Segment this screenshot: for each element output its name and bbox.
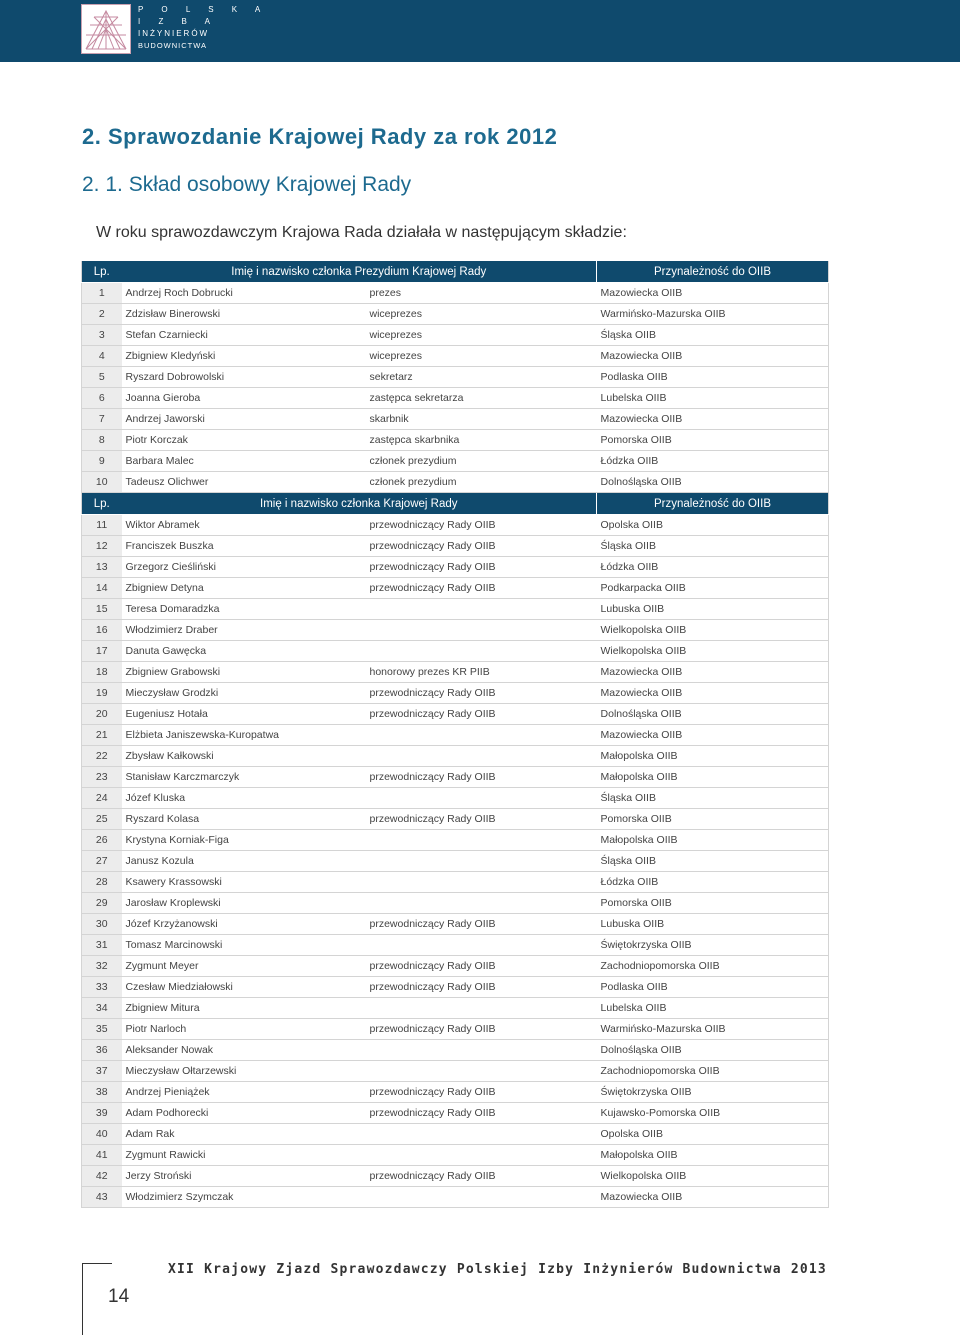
member-role: przewodniczący Rady OIIB bbox=[366, 557, 597, 578]
column-header-number: Lp. bbox=[82, 261, 122, 283]
row-number: 14 bbox=[82, 578, 122, 599]
member-name: Elżbieta Janiszewska-Kuropatwa bbox=[122, 725, 366, 746]
member-name: Ryszard Kolasa bbox=[122, 809, 366, 830]
member-affiliation: Mazowiecka OIIB bbox=[597, 662, 829, 683]
member-role: przewodniczący Rady OIIB bbox=[366, 809, 597, 830]
member-name: Józef Krzyżanowski bbox=[122, 914, 366, 935]
member-affiliation: Śląska OIIB bbox=[597, 851, 829, 872]
member-name: Andrzej Jaworski bbox=[122, 409, 366, 430]
presidium-row bbox=[82, 283, 829, 304]
member-role: zastępca skarbnika bbox=[366, 430, 597, 451]
presidium-row bbox=[82, 430, 829, 451]
member-affiliation: Podlaska OIIB bbox=[597, 367, 829, 388]
presidium-row bbox=[82, 304, 829, 325]
member-name: Ksawery Krassowski bbox=[122, 872, 366, 893]
council-row bbox=[82, 893, 829, 914]
section-heading: 2. Sprawozdanie Krajowej Rady za rok 2012 bbox=[82, 124, 558, 149]
member-role: przewodniczący Rady OIIB bbox=[366, 536, 597, 557]
member-affiliation: Mazowiecka OIIB bbox=[597, 283, 829, 304]
member-affiliation: Małopolska OIIB bbox=[597, 767, 829, 788]
column-header-number: Lp. bbox=[82, 493, 122, 515]
member-affiliation: Śląska OIIB bbox=[597, 325, 829, 346]
member-affiliation: Pomorska OIIB bbox=[597, 809, 829, 830]
row-number: 33 bbox=[82, 977, 122, 998]
member-affiliation: Łódzka OIIB bbox=[597, 451, 829, 472]
member-affiliation: Wielkopolska OIIB bbox=[597, 641, 829, 662]
member-role bbox=[366, 1187, 597, 1208]
row-number: 5 bbox=[82, 367, 122, 388]
member-role: wiceprezes bbox=[366, 304, 597, 325]
member-affiliation: Lubuska OIIB bbox=[597, 914, 829, 935]
row-number: 7 bbox=[82, 409, 122, 430]
member-name: Jarosław Kroplewski bbox=[122, 893, 366, 914]
member-affiliation: Dolnośląska OIIB bbox=[597, 472, 829, 493]
row-number: 41 bbox=[82, 1145, 122, 1166]
member-name: Zdzisław Binerowski bbox=[122, 304, 366, 325]
council-row bbox=[82, 788, 829, 809]
member-role: przewodniczący Rady OIIB bbox=[366, 767, 597, 788]
row-number: 42 bbox=[82, 1166, 122, 1187]
members-table bbox=[81, 261, 829, 1208]
row-number: 22 bbox=[82, 746, 122, 767]
member-role: przewodniczący Rady OIIB bbox=[366, 956, 597, 977]
council-row bbox=[82, 830, 829, 851]
council-row bbox=[82, 683, 829, 704]
member-name: Adam Rak bbox=[122, 1124, 366, 1145]
presidium-row bbox=[82, 325, 829, 346]
council-header-row bbox=[82, 493, 829, 515]
piib-logo bbox=[81, 4, 131, 54]
logo-wordmark bbox=[138, 4, 268, 52]
member-role: przewodniczący Rady OIIB bbox=[366, 914, 597, 935]
council-row bbox=[82, 515, 829, 536]
member-role: prezes bbox=[366, 283, 597, 304]
council-row bbox=[82, 1124, 829, 1145]
member-name: Eugeniusz Hotała bbox=[122, 704, 366, 725]
row-number: 34 bbox=[82, 998, 122, 1019]
council-row bbox=[82, 662, 829, 683]
presidium-row bbox=[82, 346, 829, 367]
row-number: 39 bbox=[82, 1103, 122, 1124]
member-affiliation: Małopolska OIIB bbox=[597, 830, 829, 851]
council-row bbox=[82, 914, 829, 935]
member-role bbox=[366, 830, 597, 851]
member-role: zastępca sekretarza bbox=[366, 388, 597, 409]
member-name: Piotr Narloch bbox=[122, 1019, 366, 1040]
council-row bbox=[82, 620, 829, 641]
row-number: 15 bbox=[82, 599, 122, 620]
council-row bbox=[82, 536, 829, 557]
member-role bbox=[366, 788, 597, 809]
presidium-row bbox=[82, 409, 829, 430]
row-number: 32 bbox=[82, 956, 122, 977]
row-number: 35 bbox=[82, 1019, 122, 1040]
member-affiliation: Mazowiecka OIIB bbox=[597, 409, 829, 430]
member-affiliation: Kujawsko-Pomorska OIIB bbox=[597, 1103, 829, 1124]
member-role: przewodniczący Rady OIIB bbox=[366, 1082, 597, 1103]
member-name: Zbigniew Mitura bbox=[122, 998, 366, 1019]
row-number: 13 bbox=[82, 557, 122, 578]
member-affiliation: Wielkopolska OIIB bbox=[597, 1166, 829, 1187]
page-number: 14 bbox=[108, 1286, 130, 1307]
member-name: Wiktor Abramek bbox=[122, 515, 366, 536]
member-name: Franciszek Buszka bbox=[122, 536, 366, 557]
logo-line-3: INŻYNIERÓW bbox=[138, 29, 210, 38]
council-row bbox=[82, 1103, 829, 1124]
subsection-heading: 2. 1. Skład osobowy Krajowej Rady bbox=[82, 173, 412, 196]
row-number: 8 bbox=[82, 430, 122, 451]
member-affiliation: Opolska OIIB bbox=[597, 1124, 829, 1145]
row-number: 38 bbox=[82, 1082, 122, 1103]
council-row bbox=[82, 746, 829, 767]
member-name: Tomasz Marcinowski bbox=[122, 935, 366, 956]
row-number: 3 bbox=[82, 325, 122, 346]
member-affiliation: Wielkopolska OIIB bbox=[597, 620, 829, 641]
row-number: 11 bbox=[82, 515, 122, 536]
member-role: przewodniczący Rady OIIB bbox=[366, 704, 597, 725]
row-number: 30 bbox=[82, 914, 122, 935]
council-row bbox=[82, 1187, 829, 1208]
member-role: honorowy prezes KR PIIB bbox=[366, 662, 597, 683]
row-number: 31 bbox=[82, 935, 122, 956]
member-affiliation: Pomorska OIIB bbox=[597, 893, 829, 914]
member-role: przewodniczący Rady OIIB bbox=[366, 578, 597, 599]
member-name: Włodzimierz Draber bbox=[122, 620, 366, 641]
row-number: 28 bbox=[82, 872, 122, 893]
row-number: 9 bbox=[82, 451, 122, 472]
council-row bbox=[82, 725, 829, 746]
member-affiliation: Mazowiecka OIIB bbox=[597, 1187, 829, 1208]
member-affiliation: Opolska OIIB bbox=[597, 515, 829, 536]
member-name: Zygmunt Rawicki bbox=[122, 1145, 366, 1166]
member-name: Józef Kluska bbox=[122, 788, 366, 809]
header-bar bbox=[0, 0, 960, 62]
member-affiliation: Lubuska OIIB bbox=[597, 599, 829, 620]
presidium-row bbox=[82, 388, 829, 409]
row-number: 40 bbox=[82, 1124, 122, 1145]
member-affiliation: Warmińsko-Mazurska OIIB bbox=[597, 1019, 829, 1040]
member-name: Grzegorz Cieśliński bbox=[122, 557, 366, 578]
row-number: 4 bbox=[82, 346, 122, 367]
presidium-row bbox=[82, 367, 829, 388]
row-number: 16 bbox=[82, 620, 122, 641]
member-name: Adam Podhorecki bbox=[122, 1103, 366, 1124]
member-role: przewodniczący Rady OIIB bbox=[366, 515, 597, 536]
member-name: Janusz Kozula bbox=[122, 851, 366, 872]
member-affiliation: Mazowiecka OIIB bbox=[597, 346, 829, 367]
council-row bbox=[82, 704, 829, 725]
column-header-affiliation: Przynależność do OIIB bbox=[597, 493, 829, 515]
member-name: Andrzej Roch Dobrucki bbox=[122, 283, 366, 304]
row-number: 27 bbox=[82, 851, 122, 872]
row-number: 2 bbox=[82, 304, 122, 325]
presidium-header-row bbox=[82, 261, 829, 283]
member-affiliation: Dolnośląska OIIB bbox=[597, 704, 829, 725]
member-affiliation: Śląska OIIB bbox=[597, 536, 829, 557]
member-role bbox=[366, 746, 597, 767]
logo-line-2: I Z B A bbox=[138, 17, 219, 26]
member-name: Stefan Czarniecki bbox=[122, 325, 366, 346]
member-name: Zygmunt Meyer bbox=[122, 956, 366, 977]
member-name: Mieczysław Grodzki bbox=[122, 683, 366, 704]
member-affiliation: Świętokrzyska OIIB bbox=[597, 1082, 829, 1103]
member-affiliation: Lubelska OIIB bbox=[597, 998, 829, 1019]
council-row bbox=[82, 1145, 829, 1166]
row-number: 43 bbox=[82, 1187, 122, 1208]
member-role: przewodniczący Rady OIIB bbox=[366, 977, 597, 998]
council-row bbox=[82, 557, 829, 578]
column-header-affiliation: Przynależność do OIIB bbox=[597, 261, 829, 283]
member-name: Krystyna Korniak-Figa bbox=[122, 830, 366, 851]
member-role bbox=[366, 641, 597, 662]
row-number: 10 bbox=[82, 472, 122, 493]
member-affiliation: Dolnośląska OIIB bbox=[597, 1040, 829, 1061]
member-name: Czesław Miedziałowski bbox=[122, 977, 366, 998]
council-row bbox=[82, 872, 829, 893]
member-role: sekretarz bbox=[366, 367, 597, 388]
presidium-row bbox=[82, 451, 829, 472]
member-role: wiceprezes bbox=[366, 325, 597, 346]
member-role: przewodniczący Rady OIIB bbox=[366, 683, 597, 704]
member-role bbox=[366, 998, 597, 1019]
intro-text: W roku sprawozdawczym Krajowa Rada działała w następującym składzie: bbox=[96, 224, 627, 241]
logo-line-4: BUDOWNICTWA bbox=[138, 41, 208, 50]
member-role: przewodniczący Rady OIIB bbox=[366, 1103, 597, 1124]
footer-title: XII Krajowy Zjazd Sprawozdawczy Polskiej Izby Inżynierów Budownictwa 2013 bbox=[168, 1262, 827, 1277]
member-role bbox=[366, 1040, 597, 1061]
member-name: Ryszard Dobrowolski bbox=[122, 367, 366, 388]
member-name: Zbigniew Detyna bbox=[122, 578, 366, 599]
council-row bbox=[82, 767, 829, 788]
member-name: Barbara Malec bbox=[122, 451, 366, 472]
member-role: członek prezydium bbox=[366, 451, 597, 472]
row-number: 37 bbox=[82, 1061, 122, 1082]
member-role bbox=[366, 935, 597, 956]
row-number: 24 bbox=[82, 788, 122, 809]
row-number: 17 bbox=[82, 641, 122, 662]
council-row bbox=[82, 809, 829, 830]
member-name: Zbigniew Kledyński bbox=[122, 346, 366, 367]
council-row bbox=[82, 1040, 829, 1061]
member-name: Tadeusz Olichwer bbox=[122, 472, 366, 493]
row-number: 1 bbox=[82, 283, 122, 304]
member-role bbox=[366, 1061, 597, 1082]
member-name: Stanisław Karczmarczyk bbox=[122, 767, 366, 788]
member-affiliation: Zachodniopomorska OIIB bbox=[597, 956, 829, 977]
member-role bbox=[366, 1145, 597, 1166]
member-role bbox=[366, 872, 597, 893]
member-role bbox=[366, 725, 597, 746]
row-number: 6 bbox=[82, 388, 122, 409]
member-affiliation: Mazowiecka OIIB bbox=[597, 683, 829, 704]
piib-logo-mark bbox=[82, 5, 130, 53]
member-role: członek prezydium bbox=[366, 472, 597, 493]
council-row bbox=[82, 1082, 829, 1103]
council-row bbox=[82, 977, 829, 998]
member-affiliation: Świętokrzyska OIIB bbox=[597, 935, 829, 956]
member-name: Teresa Domaradzka bbox=[122, 599, 366, 620]
member-affiliation: Łódzka OIIB bbox=[597, 872, 829, 893]
row-number: 19 bbox=[82, 683, 122, 704]
footer-rule-vertical bbox=[82, 1263, 83, 1335]
member-affiliation: Podkarpacka OIIB bbox=[597, 578, 829, 599]
member-affiliation: Warmińsko-Mazurska OIIB bbox=[597, 304, 829, 325]
council-row bbox=[82, 998, 829, 1019]
member-name: Piotr Korczak bbox=[122, 430, 366, 451]
member-name: Zbysław Kałkowski bbox=[122, 746, 366, 767]
row-number: 20 bbox=[82, 704, 122, 725]
row-number: 26 bbox=[82, 830, 122, 851]
member-role: przewodniczący Rady OIIB bbox=[366, 1019, 597, 1040]
member-affiliation: Zachodniopomorska OIIB bbox=[597, 1061, 829, 1082]
row-number: 18 bbox=[82, 662, 122, 683]
row-number: 36 bbox=[82, 1040, 122, 1061]
member-name: Jerzy Stroński bbox=[122, 1166, 366, 1187]
member-affiliation: Małopolska OIIB bbox=[597, 1145, 829, 1166]
council-row bbox=[82, 641, 829, 662]
council-row bbox=[82, 1061, 829, 1082]
council-row bbox=[82, 956, 829, 977]
row-number: 29 bbox=[82, 893, 122, 914]
council-row bbox=[82, 599, 829, 620]
row-number: 25 bbox=[82, 809, 122, 830]
presidium-row bbox=[82, 472, 829, 493]
member-affiliation: Łódzka OIIB bbox=[597, 557, 829, 578]
column-header-name: Imię i nazwisko członka Krajowej Rady bbox=[122, 493, 597, 515]
member-affiliation: Mazowiecka OIIB bbox=[597, 725, 829, 746]
member-role bbox=[366, 1124, 597, 1145]
member-affiliation: Podlaska OIIB bbox=[597, 977, 829, 998]
row-number: 12 bbox=[82, 536, 122, 557]
footer-rule-horizontal bbox=[82, 1263, 112, 1264]
member-name: Danuta Gawęcka bbox=[122, 641, 366, 662]
member-name: Andrzej Pieniążek bbox=[122, 1082, 366, 1103]
council-row bbox=[82, 1019, 829, 1040]
member-role: skarbnik bbox=[366, 409, 597, 430]
member-role: przewodniczący Rady OIIB bbox=[366, 1166, 597, 1187]
member-affiliation: Małopolska OIIB bbox=[597, 746, 829, 767]
member-affiliation: Lubelska OIIB bbox=[597, 388, 829, 409]
member-name: Aleksander Nowak bbox=[122, 1040, 366, 1061]
council-row bbox=[82, 578, 829, 599]
council-row bbox=[82, 1166, 829, 1187]
row-number: 21 bbox=[82, 725, 122, 746]
column-header-name: Imię i nazwisko członka Prezydium Krajowej Rady bbox=[122, 261, 597, 283]
member-name: Zbigniew Grabowski bbox=[122, 662, 366, 683]
member-affiliation: Pomorska OIIB bbox=[597, 430, 829, 451]
council-row bbox=[82, 935, 829, 956]
member-role bbox=[366, 620, 597, 641]
member-affiliation: Śląska OIIB bbox=[597, 788, 829, 809]
member-role bbox=[366, 599, 597, 620]
council-row bbox=[82, 851, 829, 872]
member-role bbox=[366, 851, 597, 872]
member-role: wiceprezes bbox=[366, 346, 597, 367]
member-role bbox=[366, 893, 597, 914]
member-name: Joanna Gieroba bbox=[122, 388, 366, 409]
logo-line-1: P O L S K A bbox=[138, 5, 269, 14]
member-name: Włodzimierz Szymczak bbox=[122, 1187, 366, 1208]
row-number: 23 bbox=[82, 767, 122, 788]
member-name: Mieczysław Ołtarzewski bbox=[122, 1061, 366, 1082]
